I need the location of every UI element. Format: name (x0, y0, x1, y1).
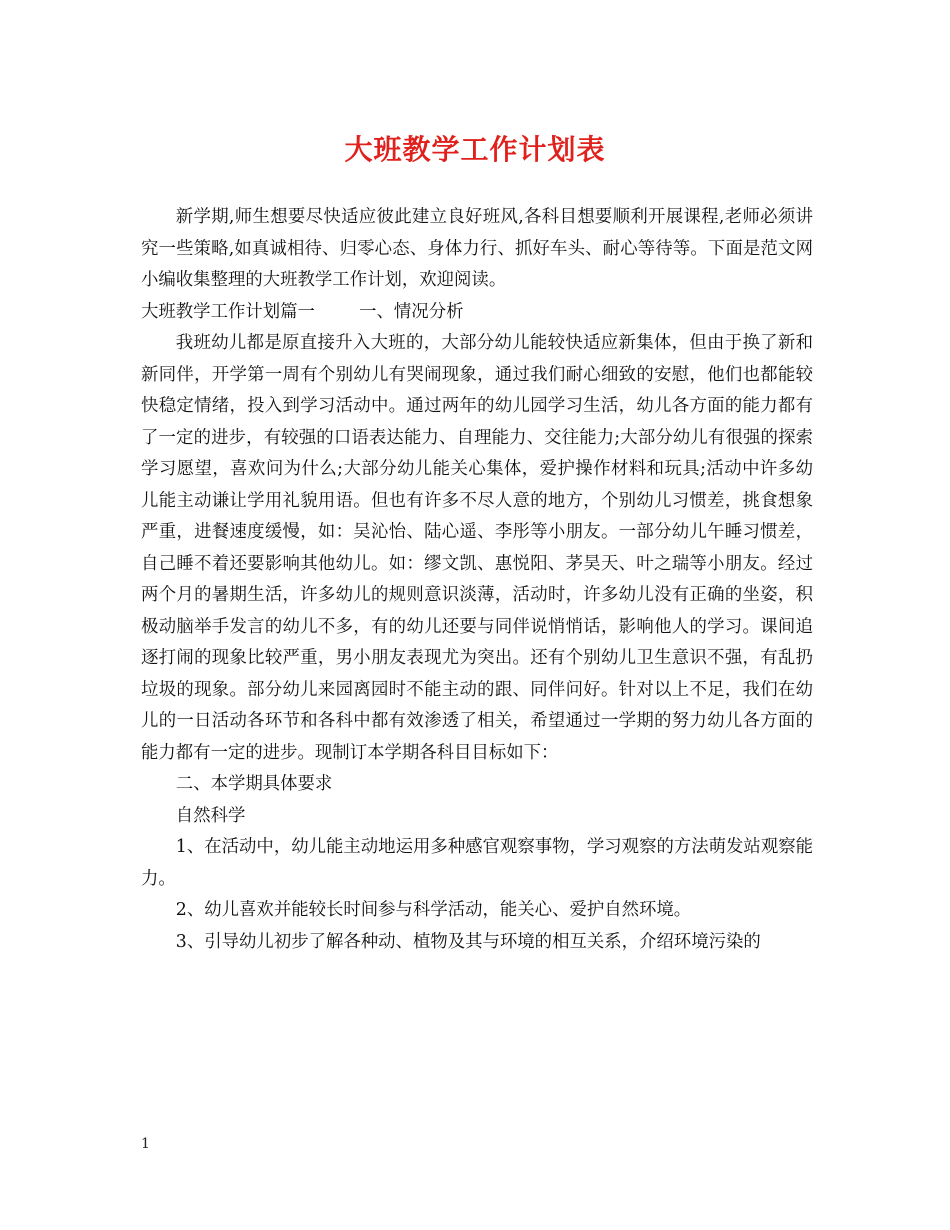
list-item: 3、引导幼儿初步了解各种动、植物及其与环境的相互关系，介绍环境污染的 (175, 931, 761, 952)
subject-heading: 自然科学 (175, 805, 246, 826)
page-number: 1 (141, 1136, 150, 1152)
list-item: 2、幼儿喜欢并能较长时间参与科学活动，能关心、爱护自然环境。 (175, 900, 692, 920)
requirements-heading: 二、本学期具体要求 (175, 774, 333, 794)
analysis-paragraph: 我班幼儿都是原直接升入大班的，大部分幼儿能较快适应新集体，但由于换了新和新同伴，开学第一周有个别幼儿有哭闹现象，通过我们耐心细致的安慰，他们也都能较快稳定情绪，投入到学习活动中。通过两年的幼儿园学习生活，幼儿各方面的能力都有了一定的进步，有较强的口语表达能力、自理能力、交往能力;大部分幼儿有很强的探索学习愿望，喜欢问为什么;大部分幼儿能关心集体，爱护操作材料和玩具;活动中许多幼儿能主动谦让学用礼貌用语。但也有许多不尽人意的地方，个别幼儿习惯差，挑食想象严重，进餐速度缓慢，如：吴沁怡、陆心遥、李彤等小朋友。一部分幼儿午睡习惯差，自己睡不着还要影响其他幼儿。如：缪文凯、惠悦阳、茅昊天、叶之瑞等小朋友。经过两个月的暑期生活，许多幼儿的规则意识淡薄，活动时，许多幼儿没有正确的坐姿，积极动脑举手发言的幼儿不多，有的幼儿还要与同伴说悄悄话，影响他人的学习。课间追逐打闹的现象比较严重，男小朋友表现尤为突出。还有个别幼儿卫生意识不强，有乱扔垃圾的现象。部分幼儿来园离园时不能主动的跟、同伴问好。针对以上不足，我们在幼儿的一日活动各环节和各科中都有效渗透了相关，希望通过一学期的努力幼儿各方面的能力都有一定的进步。现制订本学期各科目目标如下： (141, 333, 813, 763)
document-body (141, 202, 813, 958)
intro-paragraph: 新学期,师生想要尽快适应彼此建立良好班风,各科目想要顺利开展课程,老师必须讲究一些策略,如真诚相待、归零心态、身体力行、抓好车头、耐心等待等。下面是范文网小编收集整理的大班教学工作计划，欢迎阅读。 (141, 207, 813, 290)
document-title: 大班教学工作计划表 (344, 133, 606, 166)
list-item: 1、在活动中，幼儿能主动地运用多种感官观察事物，学习观察的方法萌发站观察能力。 (141, 837, 813, 889)
section-heading: 大班教学工作计划篇一 一、情况分析 (141, 301, 464, 322)
